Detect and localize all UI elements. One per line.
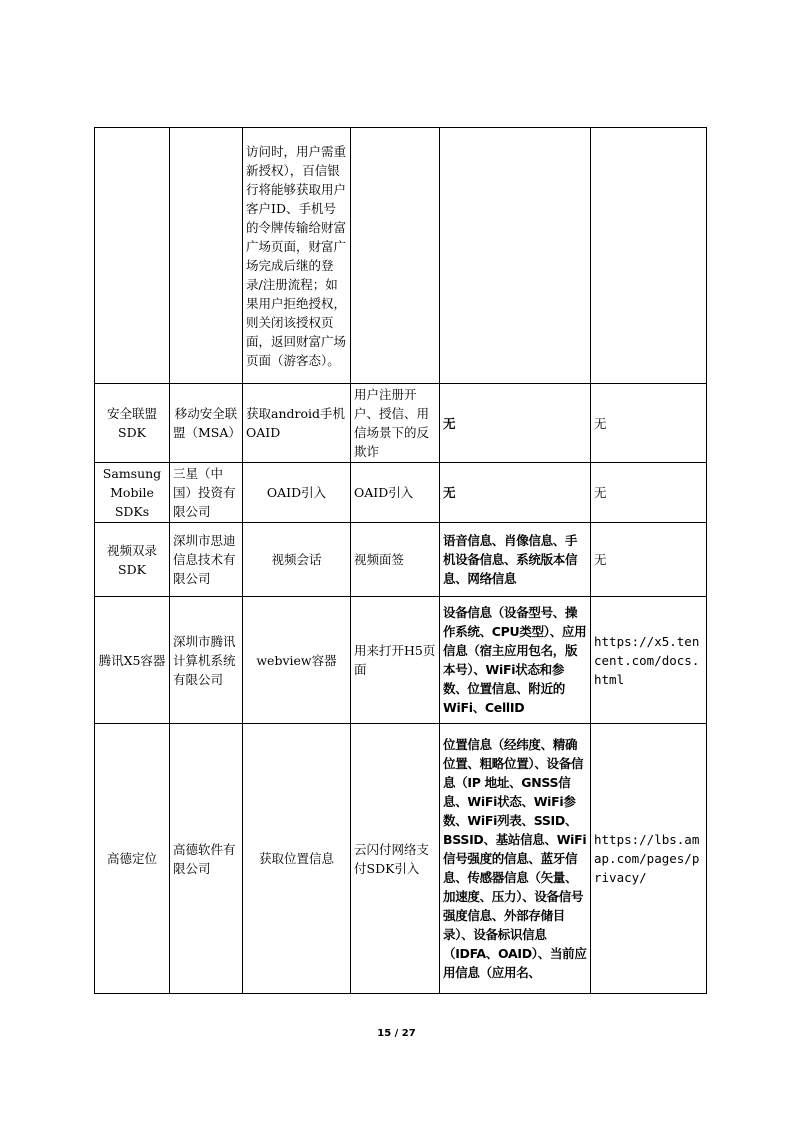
company-cell: 高德软件有限公司 (170, 724, 243, 994)
purpose-cell (351, 128, 440, 384)
table-row (95, 128, 707, 384)
info-cell: 无 (440, 384, 591, 463)
policy-cell (591, 128, 707, 384)
purpose-cell: 获取android手机OAID (243, 384, 351, 463)
info-cell: 语音信息、肖像信息、手机设备信息、系统版本信息、网络信息 (440, 523, 591, 597)
company-cell: 三星（中国）投资有限公司 (170, 463, 243, 523)
scenario-cell: 用户注册开户、授信、用信场景下的反欺诈 (351, 384, 440, 463)
table-row (95, 463, 707, 523)
sdk-name-cell: 视频双录SDK (95, 523, 170, 597)
sdk-name-cell: 安全联盟SDK (95, 384, 170, 463)
info-cell: 位置信息（经纬度、精确位置、粗略位置）、设备信息（IP 地址、GNSS信息、WiFi状态、WiFi参数、WiFi列表、SSID、BSSID、基站信息、WiFi信号强度的信息、蓝牙信息、传感器信息（矢量、加速度、压力）、设备信号强度信息、外部存储目录）、设备标识信息（IDFA、OAID）、当前应用信息（应用名、 (440, 724, 591, 994)
sdk-name-cell: 高德定位 (95, 724, 170, 994)
purpose-cell: OAID引入 (243, 463, 351, 523)
scenario-cell: OAID引入 (351, 463, 440, 523)
scenario-cell: 用来打开H5页面 (351, 597, 440, 724)
purpose-cell: webview容器 (243, 597, 351, 724)
policy-cell: https://lbs.amap.com/pages/privacy/ (591, 724, 707, 994)
policy-cell: 无 (591, 523, 707, 597)
policy-cell: 无 (591, 384, 707, 463)
table-row (95, 597, 707, 724)
policy-cell: 无 (591, 463, 707, 523)
table-row (95, 384, 707, 463)
purpose-cell: 视频会话 (243, 523, 351, 597)
company-cell (170, 128, 243, 384)
table-row (95, 724, 707, 994)
info-cell: 无 (440, 463, 591, 523)
sdk-table (94, 127, 707, 994)
scenario-cell: 云闪付网络支付SDK引入 (351, 724, 440, 994)
company-cell: 深圳市腾讯计算机系统有限公司 (170, 597, 243, 724)
sdk-name-cell: Samsung Mobile SDKs (95, 463, 170, 523)
company-cell: 深圳市思迪信息技术有限公司 (170, 523, 243, 597)
table-row (95, 523, 707, 597)
scenario-cell: 访问时，用户需重新授权），百信银行将能够获取用户客户ID、手机号的令牌传输给财富广场页面，财富广场完成后继的登录/注册流程；如果用户拒绝授权，则关闭该授权页面，返回财富广场页面（游客态）。 (243, 128, 351, 384)
info-cell (440, 128, 591, 384)
purpose-cell: 获取位置信息 (243, 724, 351, 994)
sdk-name-cell: 腾讯X5容器 (95, 597, 170, 724)
policy-cell: https://x5.tencent.com/docs.html (591, 597, 707, 724)
info-cell: 设备信息（设备型号、操作系统、CPU类型）、应用信息（宿主应用包名，版本号）、WiFi状态和参数、位置信息、附近的WiFi、CellID (440, 597, 591, 724)
company-cell: 移动安全联盟（MSA） (170, 384, 243, 463)
sdk-name-cell (95, 128, 170, 384)
page-number: 15 / 27 (377, 1028, 416, 1039)
scenario-cell: 视频面签 (351, 523, 440, 597)
